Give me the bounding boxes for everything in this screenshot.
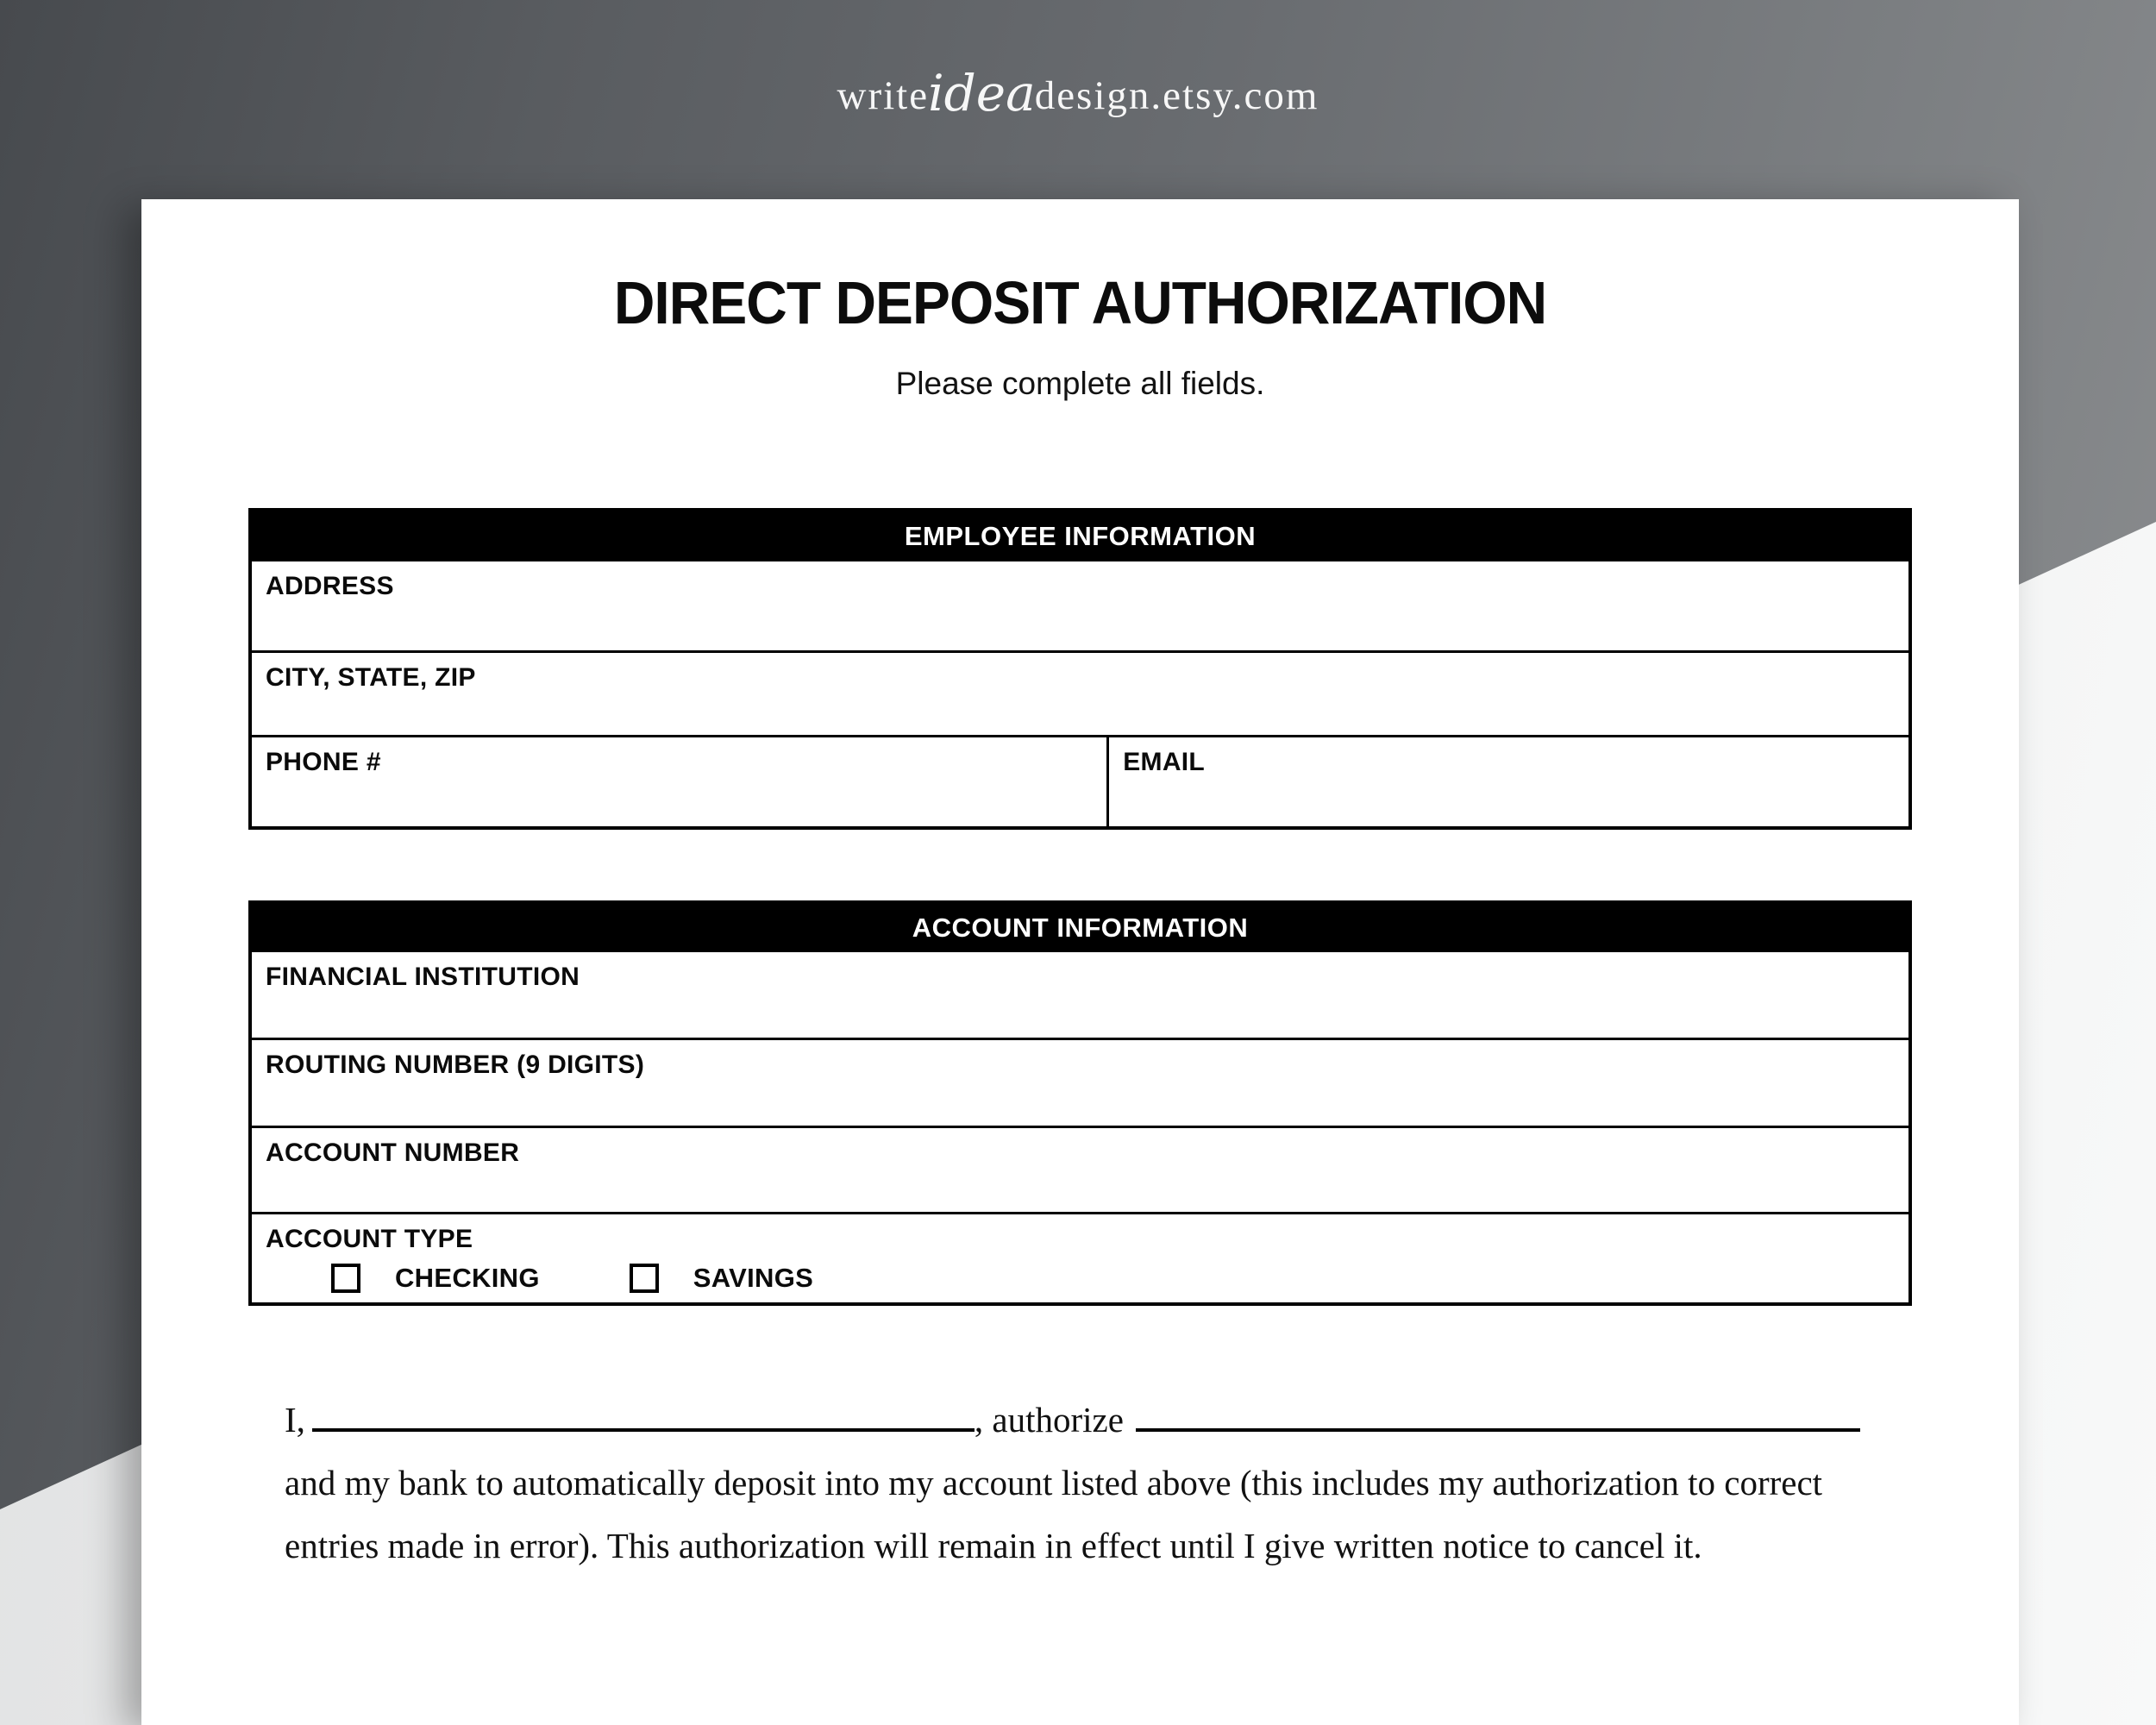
financial-institution-label: FINANCIAL INSTITUTION [266, 963, 580, 991]
financial-institution-input-area[interactable] [252, 952, 1908, 1038]
routing-number-field [252, 1038, 1908, 1126]
address-input-area[interactable] [252, 561, 1908, 650]
savings-label: SAVINGS [693, 1263, 814, 1293]
phone-field [252, 737, 1109, 826]
payer-blank[interactable] [1136, 1402, 1860, 1432]
financial-institution-field [252, 952, 1908, 1038]
watermark-text-write: write [837, 73, 930, 118]
authorization-connector: , authorize [974, 1400, 1124, 1440]
site-watermark [0, 62, 2156, 121]
phone-input-area[interactable] [252, 737, 1106, 826]
checking-checkbox[interactable] [331, 1264, 360, 1293]
checking-label: CHECKING [395, 1263, 540, 1293]
city-state-zip-label: CITY, STATE, ZIP [266, 663, 476, 692]
account-info-table [248, 900, 1912, 1306]
city-state-zip-field [252, 650, 1908, 735]
account-type-label: ACCOUNT TYPE [266, 1225, 473, 1253]
authorization-line-1 [285, 1389, 1912, 1452]
account-number-field [252, 1126, 1908, 1212]
email-field [1109, 737, 1908, 826]
email-label: EMAIL [1123, 748, 1206, 776]
routing-number-input-area[interactable] [252, 1040, 1908, 1126]
authorization-line-2: and my bank to automatically deposit into my account listed above (this includes my authorization to correct [285, 1463, 1823, 1502]
watermark-text-idea: idea [928, 64, 1036, 122]
employee-info-table [248, 508, 1912, 830]
account-type-options [252, 1263, 1908, 1294]
email-input-area[interactable] [1109, 737, 1908, 826]
page-subtitle: Please complete all fields. [895, 366, 1265, 401]
account-info-header: ACCOUNT INFORMATION [252, 904, 1908, 952]
page-title: DIRECT DEPOSIT AUTHORIZATION [613, 269, 1547, 336]
account-number-label: ACCOUNT NUMBER [266, 1138, 520, 1167]
watermark-text-design: design.etsy.com [1034, 73, 1319, 118]
account-number-input-area[interactable] [252, 1128, 1908, 1212]
address-field [252, 561, 1908, 650]
city-state-zip-input-area[interactable] [252, 653, 1908, 735]
name-blank[interactable] [312, 1402, 975, 1432]
employee-info-header: EMPLOYEE INFORMATION [252, 511, 1908, 561]
routing-number-label: ROUTING NUMBER (9 DIGITS) [266, 1051, 645, 1079]
address-label: ADDRESS [266, 572, 394, 600]
account-type-field [252, 1212, 1908, 1302]
authorization-line-3: entries made in error). This authorization will remain in effect until I give written notice to cancel it. [285, 1526, 1702, 1565]
savings-checkbox[interactable] [630, 1264, 659, 1293]
form-document [141, 199, 2019, 1725]
phone-email-row [252, 735, 1908, 826]
authorization-statement [285, 1389, 1912, 1578]
authorization-lead: I, [285, 1400, 305, 1440]
phone-label: PHONE # [266, 748, 381, 776]
